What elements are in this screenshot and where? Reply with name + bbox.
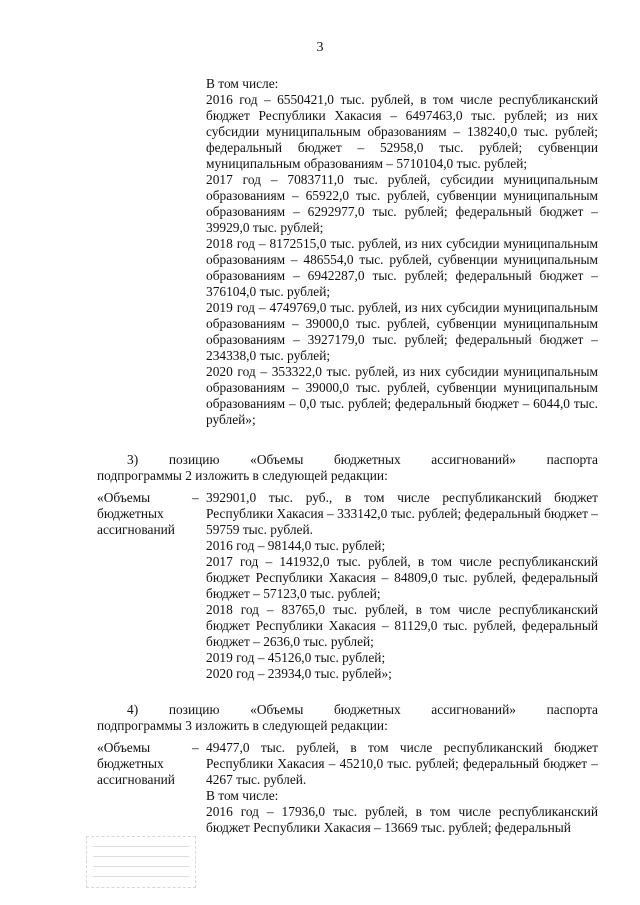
paragraph: 2018 год – 83765,0 тыс. рублей, в том числе республиканский бюджет Республики Хакасия – 81129,0 тыс. рублей, федеральный бюджет – 2636,0 тыс. рублей; <box>206 602 598 649</box>
position-body <box>206 740 598 836</box>
paragraph: 49477,0 тыс. рублей, в том числе республиканский бюджет Республики Хакасия – 45210,0 тыс. рублей; федеральный бюджет – 4267 тыс. рублей. <box>206 740 598 787</box>
page-number: 3 <box>316 40 324 55</box>
dash-separator: – <box>192 490 199 505</box>
paragraph: 2019 год – 45126,0 тыс. рублей; <box>206 650 386 665</box>
position-label-line: бюджетных <box>97 756 164 771</box>
paragraph: В том числе: <box>206 788 279 803</box>
item-3-intro-line: подпрограммы 2 изложить в следующей редакции: <box>97 468 388 483</box>
funding-breakdown-block <box>206 76 598 428</box>
position-label-line: ассигнований <box>97 522 175 537</box>
item-3-intro <box>97 452 598 484</box>
dash-separator: – <box>192 740 199 755</box>
item-4-intro <box>97 702 598 734</box>
position-label <box>97 490 192 538</box>
position-label-line: «Объемы <box>97 740 151 755</box>
position-body <box>206 490 598 682</box>
paragraph: 2020 год – 23934,0 тыс. рублей»; <box>206 666 392 681</box>
position-label-line: «Объемы <box>97 490 151 505</box>
position-label-line: ассигнований <box>97 772 175 787</box>
paragraph: 2016 год – 17936,0 тыс. рублей, в том числе республиканский бюджет Республики Хакасия – 13669 тыс. рублей; федеральный <box>206 804 598 835</box>
item-4-intro-line: подпрограммы 3 изложить в следующей редакции: <box>97 718 388 733</box>
paragraph: 2016 год – 6550421,0 тыс. рублей, в том числе республиканский бюджет Республики Хакасия – 6497463,0 тыс. рублей; из них субсидии муниципальным образованиям – 138240,0 тыс. рублей; федеральный бюджет – 52958,0 тыс. рублей; субвенции муниципальным образованиям – 5710104,0 тыс. рублей; <box>206 92 598 171</box>
position-label <box>97 740 192 788</box>
position-label-line: бюджетных <box>97 506 164 521</box>
paragraph: В том числе: <box>206 76 279 91</box>
faint-stamp-mark <box>86 836 196 888</box>
paragraph: 2017 год – 141932,0 тыс. рублей, в том числе республиканский бюджет Республики Хакасия – 84809,0 тыс. рублей, федеральный бюджет – 57123,0 тыс. рублей; <box>206 554 598 601</box>
item-4-intro-line: 4) позицию «Объемы бюджетных ассигнований» паспорта <box>127 702 598 717</box>
paragraph: 2018 год – 8172515,0 тыс. рублей, из них субсидии муниципальным образованиям – 486554,0 тыс. рублей, субвенции муниципальным образованиям – 6942287,0 тыс. рублей; федеральный бюджет – 376104,0 тыс. рублей; <box>206 236 598 299</box>
paragraph: 2017 год – 7083711,0 тыс. рублей, субсидии муниципальным образованиям – 65922,0 тыс. рублей, субвенции муниципальным образованиям – 6292977,0 тыс. рублей; федеральный бюджет – 39929,0 тыс. рублей; <box>206 172 598 235</box>
item-3-intro-line: 3) позицию «Объемы бюджетных ассигнований» паспорта <box>127 452 598 467</box>
paragraph: 2019 год – 4749769,0 тыс. рублей, из них субсидии муниципальным образованиям – 39000,0 тыс. рублей, субвенции муниципальным образованиям – 3927179,0 тыс. рублей; федеральный бюджет – 234338,0 тыс. рублей; <box>206 300 598 363</box>
paragraph: 2020 год – 353322,0 тыс. рублей, из них субсидии муниципальным образованиям – 39000,0 тыс. рублей, субвенции муниципальным образованиям – 0,0 тыс. рублей; федеральный бюджет – 6044,0 тыс. рублей»; <box>206 364 598 427</box>
paragraph: 392901,0 тыс. руб., в том числе республиканский бюджет Республики Хакасия – 333142,0 тыс. рублей; федеральный бюджет – 59759 тыс. рублей. <box>206 490 598 537</box>
paragraph: 2016 год – 98144,0 тыс. рублей; <box>206 538 386 553</box>
